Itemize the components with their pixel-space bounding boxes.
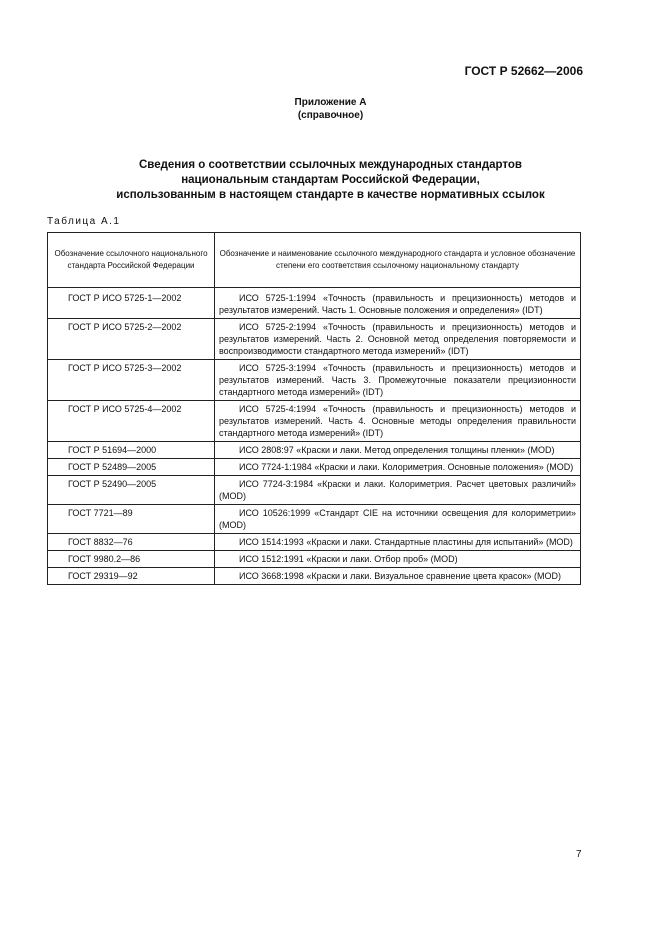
international-standard-cell: ИСО 5725-3:1994 «Точность (правильность и прецизионность) методов и результатов измерений. Часть 3. Промежуточные показатели прецизионности стандартного метода измерений» (IDT) bbox=[215, 360, 581, 401]
title-line: национальным стандартам Российской Федерации, bbox=[181, 174, 480, 186]
standard-code: ГОСТ Р 52662—2006 bbox=[464, 64, 583, 78]
international-standard-cell: ИСО 1514:1993 «Краски и лаки. Стандартные пластины для испытаний» (MOD) bbox=[215, 534, 581, 551]
national-standard-cell: ГОСТ Р 52490—2005 bbox=[48, 476, 215, 505]
appendix-heading bbox=[0, 96, 661, 122]
national-standard-cell: ГОСТ Р ИСО 5725-4—2002 bbox=[48, 401, 215, 442]
national-standard-cell: ГОСТ Р 52489—2005 bbox=[48, 459, 215, 476]
international-standard-cell: ИСО 3668:1998 «Краски и лаки. Визуальное сравнение цвета красок» (MOD) bbox=[215, 568, 581, 585]
national-standard-cell: ГОСТ Р ИСО 5725-1—2002 bbox=[48, 288, 215, 319]
table-row bbox=[48, 476, 581, 505]
table-header-row bbox=[48, 233, 581, 288]
table-row bbox=[48, 505, 581, 534]
national-standard-cell: ГОСТ 7721—89 bbox=[48, 505, 215, 534]
table-row bbox=[48, 360, 581, 401]
national-standard-cell: ГОСТ Р 51694—2000 bbox=[48, 442, 215, 459]
table-row bbox=[48, 568, 581, 585]
table-label: Таблица А.1 bbox=[47, 216, 121, 227]
appendix-title: Приложение А bbox=[294, 97, 367, 108]
international-standard-cell: ИСО 5725-4:1994 «Точность (правильность и прецизионность) методов и результатов измерений. Часть 4. Основные методы определения правильности стандартного метода измерений» (IDT) bbox=[215, 401, 581, 442]
header-national-standard: Обозначение ссылочного национального стандарта Российской Федерации bbox=[48, 233, 215, 288]
international-standard-cell: ИСО 5725-2:1994 «Точность (правильность и прецизионность) методов и результатов измерений. Часть 2. Основной метод определения повторяемости и воспроизводимости стандартного метода измерений» (IDT) bbox=[215, 319, 581, 360]
correspondence-table bbox=[47, 232, 581, 585]
national-standard-cell: ГОСТ 8832—76 bbox=[48, 534, 215, 551]
table-row bbox=[48, 442, 581, 459]
national-standard-cell: ГОСТ 29319—92 bbox=[48, 568, 215, 585]
international-standard-cell: ИСО 2808:97 «Краски и лаки. Метод определения толщины пленки» (MOD) bbox=[215, 442, 581, 459]
table-row bbox=[48, 551, 581, 568]
national-standard-cell: ГОСТ 9980.2—86 bbox=[48, 551, 215, 568]
national-standard-cell: ГОСТ Р ИСО 5725-3—2002 bbox=[48, 360, 215, 401]
table-row bbox=[48, 534, 581, 551]
international-standard-cell: ИСО 7724-1:1984 «Краски и лаки. Колориметрия. Основные положения» (MOD) bbox=[215, 459, 581, 476]
international-standard-cell: ИСО 1512:1991 «Краски и лаки. Отбор проб» (MOD) bbox=[215, 551, 581, 568]
international-standard-cell: ИСО 7724-3:1984 «Краски и лаки. Колориметрия. Расчет цветовых различий» (MOD) bbox=[215, 476, 581, 505]
national-standard-cell: ГОСТ Р ИСО 5725-2—2002 bbox=[48, 319, 215, 360]
header-international-standard: Обозначение и наименование ссылочного международного стандарта и условное обозначение степени его соответствия ссылочному национальному стандарту bbox=[215, 233, 581, 288]
table-row bbox=[48, 401, 581, 442]
international-standard-cell: ИСО 10526:1999 «Стандарт CIE на источники освещения для колориметрии» (MOD) bbox=[215, 505, 581, 534]
table-row bbox=[48, 459, 581, 476]
table-row bbox=[48, 288, 581, 319]
title-line: Сведения о соответствии ссылочных международных стандартов bbox=[138, 159, 522, 171]
correspondence-table-wrapper bbox=[47, 232, 580, 585]
international-standard-cell: ИСО 5725-1:1994 «Точность (правильность и прецизионность) методов и результатов измерений. Часть 1. Основные положения и определения» (IDT) bbox=[215, 288, 581, 319]
title-line: использованным в настоящем стандарте в качестве нормативных ссылок bbox=[116, 189, 545, 201]
page-number: 7 bbox=[576, 849, 582, 860]
appendix-note: (справочное) bbox=[297, 110, 364, 121]
document-title bbox=[0, 158, 661, 203]
table-row bbox=[48, 319, 581, 360]
